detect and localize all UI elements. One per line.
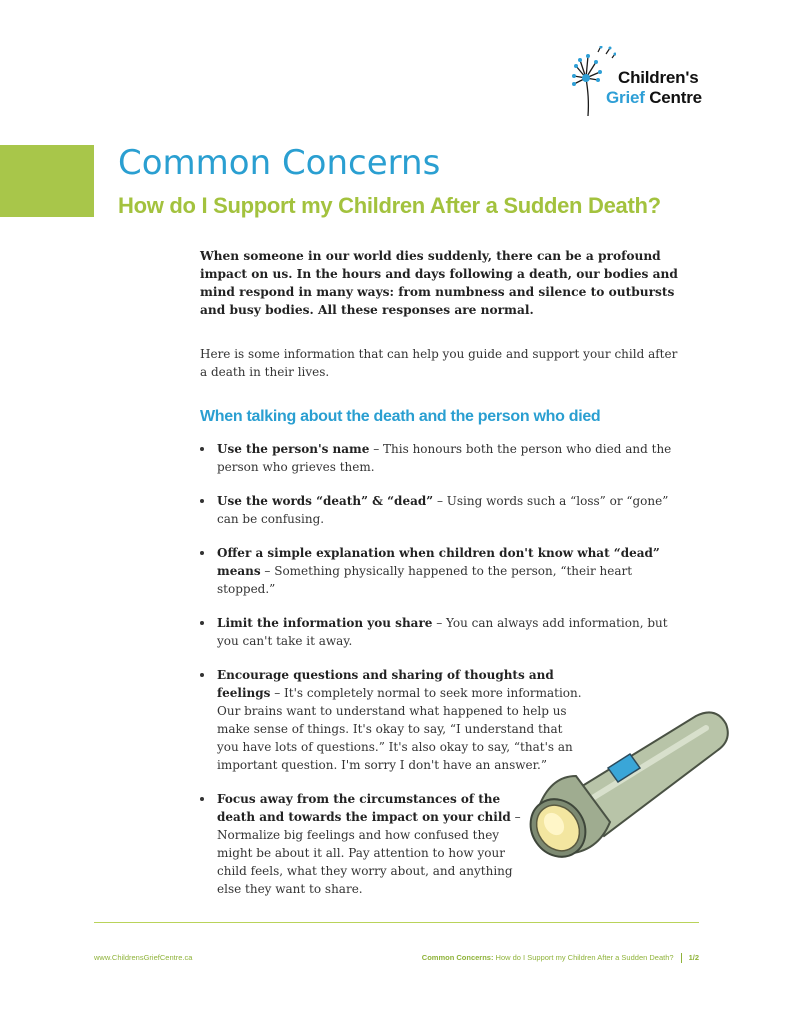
- intro-paragraph: Here is some information that can help you guide and support your child after a death in their lives.: [200, 347, 678, 379]
- logo-text-childrens: Children's: [618, 68, 699, 87]
- bullet-lead: Focus away from the circumstances of the death and towards the impact on your child: [217, 792, 511, 824]
- bullet-item: [200, 614, 679, 650]
- bullet-text: – This honours both the person who died and the person who grieves them.: [217, 442, 672, 474]
- childrens-grief-centre-logo: [568, 46, 708, 118]
- footer-page-number: 1/2: [688, 953, 699, 962]
- logo-text-centre: Centre: [649, 88, 702, 107]
- bullet-lead: Use the person's name: [217, 442, 370, 456]
- bullet-text: – Using words such a “loss” or “gone” can be confusing.: [217, 494, 669, 526]
- bullet-text: – It's completely normal to seek more information. Our brains want to understand what happened to help us make sense of things. It's okay to say, “I understand that you have lots of questions.” It's also okay to say, “that's an important question. I'm sorry I don't have an answer.”: [217, 686, 582, 772]
- footer-doc-title: How do I Support my Children After a Sudden Death?: [493, 953, 674, 962]
- bullet-lead: Limit the information you share: [217, 616, 433, 630]
- footer-website-link[interactable]: www.ChildrensGriefCentre.ca: [94, 953, 193, 962]
- flashlight-icon: [526, 706, 732, 864]
- bullet-lead: Encourage questions and sharing of thoughts and feelings: [217, 668, 554, 700]
- bullet-text: – You can always add information, but you can't take it away.: [217, 616, 668, 648]
- bullet-item: [200, 544, 679, 598]
- bullet-dot: [200, 499, 204, 503]
- bullet-text: – Normalize big feelings and how confused they might be about it all. Pay attention to how your child feels, what they worry about, and anything else they want to share.: [217, 810, 521, 896]
- logo-text-grief-centre: [606, 88, 702, 108]
- footer-doc-info: [422, 953, 699, 963]
- page-title: Common Concerns: [118, 143, 441, 183]
- bullet-item: [200, 492, 679, 528]
- bullet-lead: Use the words “death” & “dead”: [217, 494, 434, 508]
- bullet-dot: [200, 447, 204, 451]
- bullet-lead: Offer a simple explanation when children don't know what “dead” means: [217, 546, 660, 578]
- section-heading: When talking about the death and the person who died: [200, 408, 601, 425]
- green-accent-block: [0, 145, 94, 217]
- bullet-dot: [200, 621, 204, 625]
- footer-doc-label: Common Concerns:: [421, 953, 494, 962]
- logo-text-grief: Grief: [606, 88, 645, 107]
- bullet-dot: [200, 551, 204, 555]
- footer-divider: [94, 922, 699, 923]
- bullet-text: – Something physically happened to the person, “their heart stopped.”: [217, 564, 633, 596]
- footer-separator: [681, 953, 682, 963]
- intro-bold-paragraph: When someone in our world dies suddenly, there can be a profound impact on us. In the hours and days following a death, our bodies and mind respond in many ways: from numbness and silence to outbursts and busy bodies. All these responses are normal.: [200, 249, 678, 317]
- bullet-item: [200, 440, 679, 476]
- page-subtitle: How do I Support my Children After a Sudden Death?: [118, 193, 661, 218]
- bullet-item: [200, 790, 527, 898]
- bullet-dot: [200, 797, 204, 801]
- bullet-dot: [200, 673, 204, 677]
